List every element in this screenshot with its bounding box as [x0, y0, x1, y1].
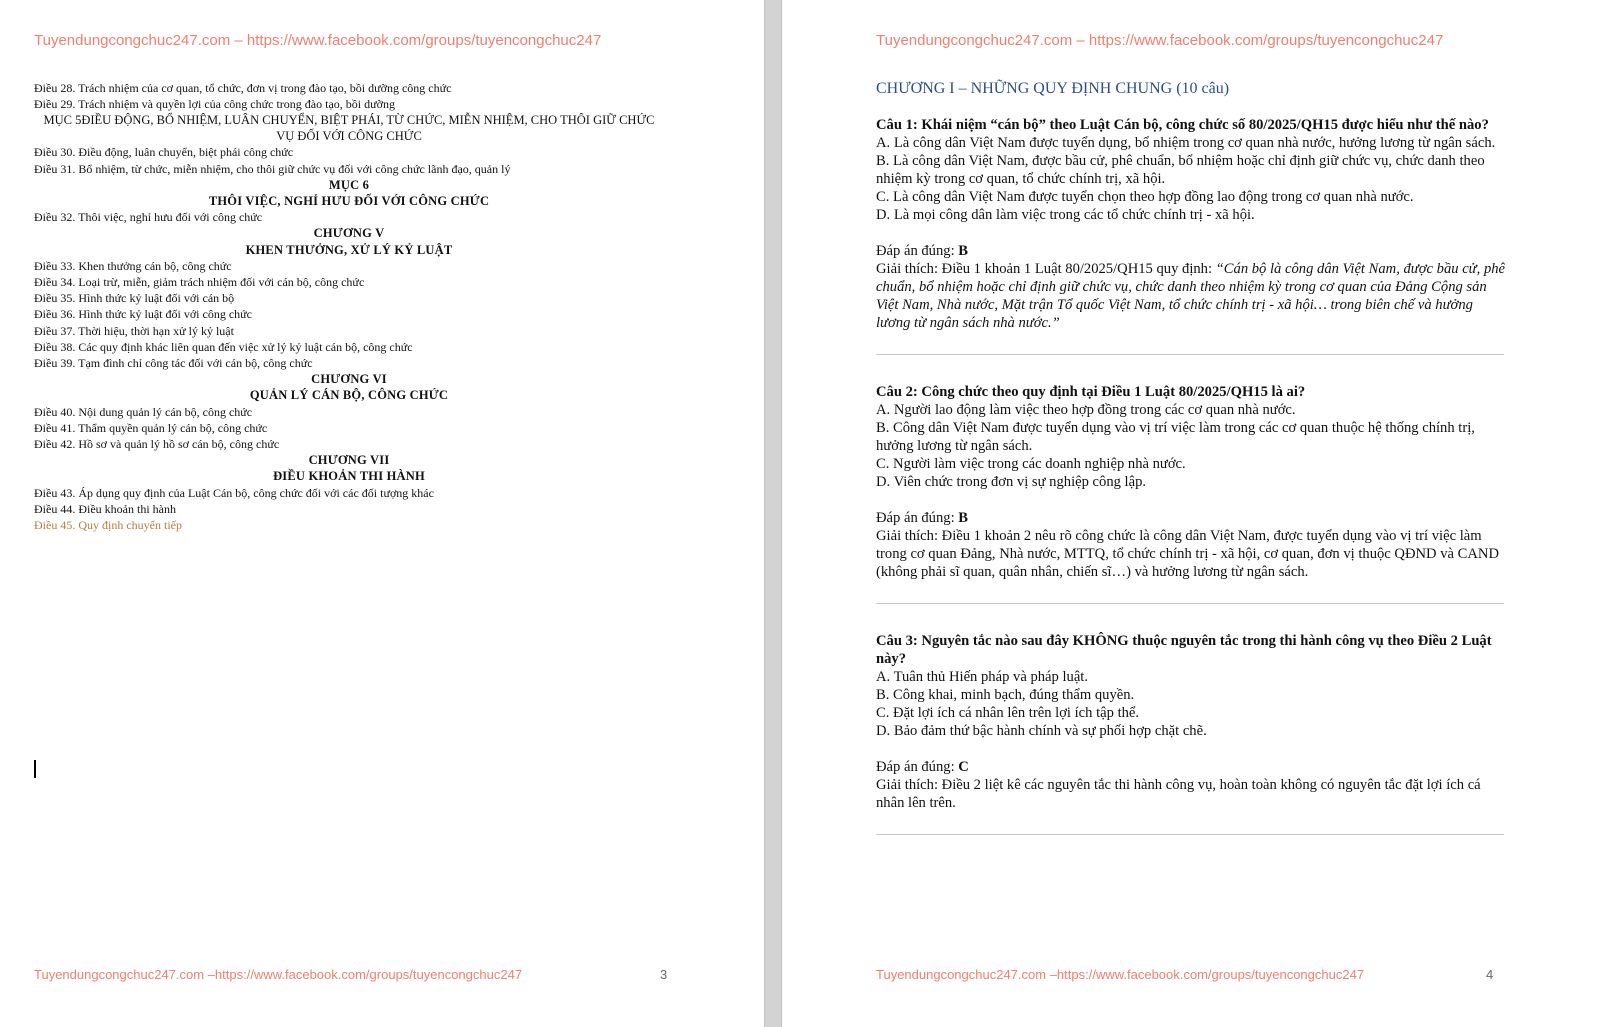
explanation: Giải thích: Điều 2 liệt kê các nguyên tắc thi hành công vụ, hoàn toàn không có nguyên tắc đặt lợi ích cá nhân lên trên.	[876, 777, 1481, 811]
option-b: B. Là công dân Việt Nam, được bầu cử, phê chuẩn, bổ nhiệm hoặc chỉ định giữ chức vụ, chức danh theo nhiệm kỳ trong cơ quan, tổ chức chính trị, xã hội.	[876, 153, 1485, 187]
option-d: D. Là mọi công dân làm việc trong các tổ chức chính trị - xã hội.	[876, 207, 1255, 223]
answer-label: Đáp án đúng:	[876, 759, 959, 775]
answer-value: B	[958, 510, 969, 526]
toc-entry[interactable]: Điều 29. Trách nhiệm và quyền lợi của công chức trong đào tạo, bồi dưỡng	[34, 97, 395, 112]
answer-value: C	[958, 759, 969, 775]
option-a: A. Là công dân Việt Nam được tuyển dụng, bổ nhiệm trong cơ quan nhà nước, hưởng lương từ ngân sách.	[876, 135, 1496, 151]
toc-entry[interactable]: Điều 31. Bổ nhiệm, từ chức, miễn nhiệm, cho thôi giữ chức vụ đối với công chức lãnh đạo, quản lý	[34, 161, 511, 176]
toc-entry[interactable]: Điều 32. Thôi việc, nghỉ hưu đối với công chức	[34, 210, 263, 225]
toc-entry[interactable]: Điều 34. Loại trừ, miễn, giảm trách nhiệm đối với cán bộ, công chức	[34, 275, 365, 290]
toc-entry[interactable]: Điều 38. Các quy định khác liên quan đến việc xử lý kỷ luật cán bộ, công chức	[34, 339, 413, 354]
page-footer-link[interactable]: Tuyendungcongchuc247.com –https://www.facebook.com/groups/tuyencongchuc247	[34, 967, 523, 982]
toc-entry-current[interactable]: Điều 45. Quy định chuyển tiếp	[34, 518, 182, 533]
option-c: C. Đặt lợi ích cá nhân lên trên lợi ích tập thể.	[876, 705, 1140, 721]
toc-entry[interactable]: Điều 43. Áp dụng quy định của Luật Cán bộ, công chức đối với các đối tượng khác	[34, 485, 434, 500]
question-text: Câu 3: Nguyên tắc nào sau đây KHÔNG thuộc nguyên tắc trong thi hành công vụ theo Điều 2 Luật này?	[876, 633, 1492, 667]
document-page-3	[0, 0, 764, 1027]
divider	[876, 603, 1504, 604]
document-page-4	[782, 0, 1600, 1027]
question-text: Câu 2: Công chức theo quy định tại Điều 1 Luật 80/2025/QH15 là ai?	[876, 384, 1306, 400]
question-block	[876, 116, 1506, 332]
toc-chapter-title[interactable]: ĐIỀU KHOẢN THI HÀNH	[273, 469, 425, 484]
answer-value: B	[958, 243, 969, 259]
question-text: Câu 1: Khái niệm “cán bộ” theo Luật Cán bộ, công chức số 80/2025/QH15 được hiểu như thế nào?	[876, 117, 1489, 133]
table-of-contents	[34, 80, 664, 533]
toc-chapter-heading[interactable]: CHƯƠNG VI	[311, 372, 387, 387]
question-block	[876, 632, 1506, 812]
toc-entry[interactable]: Điều 40. Nội dung quản lý cán bộ, công chức	[34, 404, 253, 419]
answer-line	[876, 242, 1506, 260]
toc-entry[interactable]: Điều 28. Trách nhiệm của cơ quan, tổ chức, đơn vị trong đào tạo, bồi dưỡng công chức	[34, 81, 452, 95]
toc-section-title[interactable]: THÔI VIỆC, NGHỈ HƯU ĐỐI VỚI CÔNG CHỨC	[208, 194, 490, 209]
explanation	[876, 260, 1506, 332]
toc-entry[interactable]: Điều 41. Thẩm quyền quản lý cán bộ, công chức	[34, 420, 268, 435]
toc-chapter-heading[interactable]: CHƯƠNG V	[313, 226, 385, 241]
toc-chapter-title[interactable]: KHEN THƯỞNG, XỬ LÝ KỶ LUẬT	[245, 242, 453, 257]
toc-chapter-heading[interactable]: CHƯƠNG VII	[308, 453, 390, 468]
explanation-quote: “Cán bộ là công dân Việt Nam, được bầu cử, phê chuẩn, bổ nhiệm hoặc chỉ định giữ chức vụ, chức danh theo nhiệm kỳ trong cơ quan của Đảng Cộng sản Việt Nam, Nhà nước, Mặt trận Tổ quốc Việt Nam, tổ chức chính trị - xã hội… trong biên chế và hưởng lương từ ngân sách nhà nước.”	[876, 261, 1506, 331]
toc-entry[interactable]: Điều 37. Thời hiệu, thời hạn xử lý kỷ luật	[34, 323, 234, 338]
text-cursor	[34, 760, 36, 778]
answer-line	[876, 758, 1506, 776]
toc-entry[interactable]: Điều 30. Điều động, luân chuyển, biệt phái công chức	[34, 145, 294, 160]
toc-entry[interactable]: Điều 33. Khen thưởng cán bộ, công chức	[34, 258, 232, 273]
toc-entry[interactable]: Điều 39. Tạm đình chỉ công tác đối với cán bộ, công chức	[34, 356, 313, 371]
toc-section-heading[interactable]: MỤC 5ĐIỀU ĐỘNG, BỔ NHIỆM, LUÂN CHUYỂN, BIỆT PHÁI, TỪ CHỨC, MIỄN NHIỆM, CHO THÔI GIỮ CHỨC VỤ ĐỐI VỚI CÔNG CHỨC	[43, 113, 655, 144]
page-content	[876, 80, 1506, 863]
answer-label: Đáp án đúng:	[876, 243, 959, 259]
question-block	[876, 383, 1506, 581]
page-gutter	[764, 0, 782, 1027]
page-header-link[interactable]: Tuyendungcongchuc247.com – https://www.facebook.com/groups/tuyencongchuc247	[34, 32, 602, 49]
explanation-prefix: Giải thích: Điều 1 khoản 1 Luật 80/2025/QH15 quy định:	[876, 261, 1216, 277]
page-header-link[interactable]: Tuyendungcongchuc247.com – https://www.facebook.com/groups/tuyencongchuc247	[876, 32, 1444, 49]
toc-entry[interactable]: Điều 44. Điều khoản thi hành	[34, 501, 176, 516]
toc-chapter-title[interactable]: QUẢN LÝ CÁN BỘ, CÔNG CHỨC	[249, 388, 449, 403]
toc-section-heading[interactable]: MỤC 6	[328, 177, 370, 192]
page-footer-link[interactable]: Tuyendungcongchuc247.com –https://www.facebook.com/groups/tuyencongchuc247	[876, 967, 1365, 982]
page-number: 4	[1486, 967, 1494, 982]
divider	[876, 834, 1504, 835]
toc-entry[interactable]: Điều 42. Hồ sơ và quản lý hồ sơ cán bộ, công chức	[34, 437, 280, 452]
explanation: Giải thích: Điều 1 khoản 2 nêu rõ công chức là công dân Việt Nam, được tuyển dụng vào vị trí việc làm trong cơ quan Đảng, Nhà nước, MTTQ, tổ chức chính trị - xã hội, cơ quan, đơn vị thuộc QĐND và CAND (không phải sĩ quan, quân nhân, chiến sĩ…) và hưởng lương từ ngân sách.	[876, 528, 1500, 580]
answer-label: Đáp án đúng:	[876, 510, 959, 526]
divider	[876, 354, 1504, 355]
page-number: 3	[660, 967, 668, 982]
toc-entry[interactable]: Điều 35. Hình thức kỷ luật đối với cán bộ	[34, 291, 235, 306]
option-a: A. Người lao động làm việc theo hợp đồng trong các cơ quan nhà nước.	[876, 402, 1296, 418]
option-c: C. Người làm việc trong các doanh nghiệp nhà nước.	[876, 456, 1186, 472]
answer-line	[876, 509, 1506, 527]
option-d: D. Viên chức trong đơn vị sự nghiệp công lập.	[876, 474, 1147, 490]
option-c: C. Là công dân Việt Nam được tuyển chọn theo hợp đồng lao động trong cơ quan nhà nước.	[876, 189, 1414, 205]
toc-entry[interactable]: Điều 36. Hình thức kỷ luật đối với công chức	[34, 307, 252, 322]
option-d: D. Bảo đảm thứ bậc hành chính và sự phối hợp chặt chẽ.	[876, 723, 1207, 739]
option-a: A. Tuân thủ Hiến pháp và pháp luật.	[876, 669, 1088, 685]
option-b: B. Công khai, minh bạch, đúng thẩm quyền.	[876, 687, 1135, 703]
chapter-title: CHƯƠNG I – NHỮNG QUY ĐỊNH CHUNG (10 câu)	[876, 80, 1230, 97]
option-b: B. Công dân Việt Nam được tuyển dụng vào vị trí việc làm trong các cơ quan thuộc hệ thống chính trị, hưởng lương từ ngân sách.	[876, 420, 1475, 454]
